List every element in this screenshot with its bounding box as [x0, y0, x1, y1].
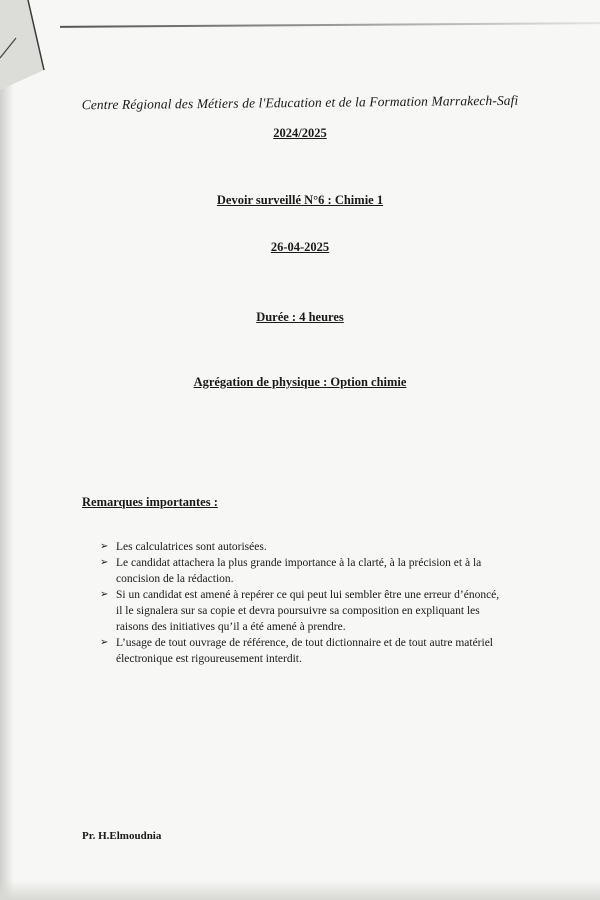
academic-year: 2024/2025 — [273, 126, 327, 140]
folded-corner — [0, 0, 60, 90]
remark-item — [100, 539, 500, 555]
remark-text: Si un candidat est amené à repérer ce qui peut lui sembler être une erreur d’énoncé, il le signalera sur sa copie et devra poursuivre sa composition en expliquant les raisons des initiatives qu’il a été amené à prendre. — [116, 589, 500, 633]
arrow-bullet-icon: ➢ — [100, 557, 109, 568]
page-shadow-bottom — [0, 880, 600, 900]
arrow-bullet-icon: ➢ — [100, 541, 109, 552]
page-top-edge — [60, 22, 600, 28]
arrow-bullet-icon: ➢ — [100, 637, 109, 648]
exam-duration: Durée : 4 heures — [256, 310, 344, 324]
remark-text: L’usage de tout ouvrage de référence, de tout dictionnaire et de tout autre matériel électronique est rigoureusement interdit. — [116, 637, 493, 665]
exam-program: Agrégation de physique : Option chimie — [193, 375, 407, 389]
institution-name: Centre Régional des Métiers de l'Education et de la Formation Marrakech-Safi — [81, 92, 519, 113]
arrow-bullet-icon: ➢ — [100, 589, 109, 600]
remarks-heading: Remarques importantes : — [82, 495, 218, 509]
remark-item — [100, 555, 500, 587]
exam-title: Devoir surveillé N°6 : Chimie 1 — [216, 193, 384, 207]
author-name: Pr. H.Elmoudnia — [82, 830, 162, 842]
exam-date: 26-04-2025 — [270, 240, 330, 254]
remark-item — [100, 587, 500, 635]
remark-text: Les calculatrices sont autorisées. — [116, 541, 267, 553]
remark-text: Le candidat attachera la plus grande importance à la clarté, à la précision et à la concision de la rédaction. — [116, 557, 482, 585]
remark-item — [100, 635, 500, 667]
remarks-list — [100, 539, 500, 667]
